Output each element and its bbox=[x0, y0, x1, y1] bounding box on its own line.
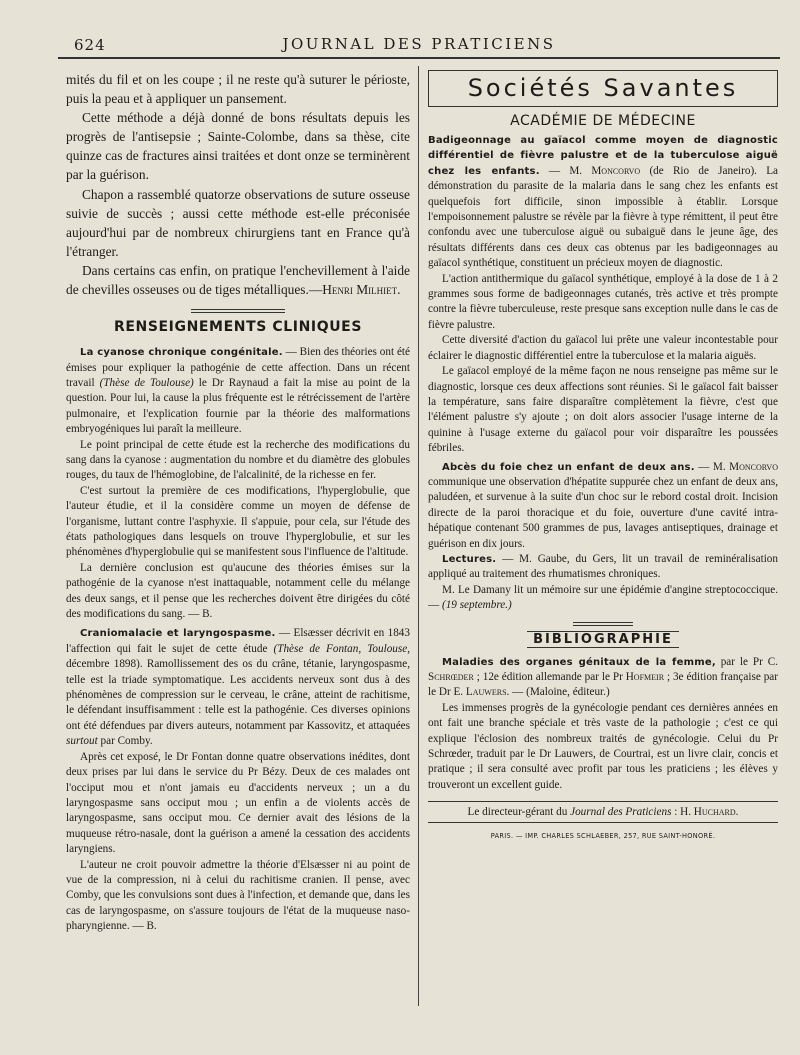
author-name: Lauwers bbox=[465, 686, 507, 699]
article-badigeonnage bbox=[428, 133, 778, 272]
paragraph: Les immenses progrès de la gynécologie pendant ces dernières années en ont fait une branche spéciale et très vaste de la pathologie ; c'est ce qui explique l'éclosion des nombreux traités de gynécologie. Celui du Pr Schrœder, traduit par le Dr Lauwers, de Courtrai, est un livre clair, concis et pratique ; il sera consulté avec profit par tous les praticiens ; les élèves y trouveront un excellent guide. bbox=[428, 701, 778, 791]
page-header bbox=[58, 30, 780, 60]
article-text: communique une observation d'hépatite suppurée chez un enfant de deux ans, paludéen, et survenue à la suite d'un choc sur le rebord costal droit. Incision directe de la paroi thoracique et du foie, ouverture d'une cavité intra-hépatique contenant 500 grammes de pus, lavages antiseptiques, drainage et guérison en dix jours. bbox=[428, 475, 778, 550]
article-text: — Elsæsser décrivit en 1843 l'affection qui fait le sujet de cette étude bbox=[66, 627, 410, 655]
article-title: La cyanose chronique congénitale. bbox=[80, 347, 283, 359]
article-bibliographie bbox=[428, 655, 778, 701]
article-lectures bbox=[428, 552, 778, 583]
article-text: M. Le Damany lit un mémoire sur une épidémie d'angine streptococcique. — bbox=[428, 583, 778, 612]
paragraph: C'est surtout la première de ces modifications, l'hyperglobulie, que l'auteur étudie, et il la considère comme un moyen de défense de l'organisme, luttant contre l'asphyxie. Il s'appuie, pour cela, sur l'étude des états pathologiques dans lesquels on trouve l'hyperglobulie, et sur les phénomènes d'hyperglobulie qui se manifestent sous l'influence de l'altitude. bbox=[66, 484, 410, 559]
article-title: Badigeonnage au gaïacol comme moyen de diagnostic différentiel de fièvre palustre et de la tuberculose aiguë chez les enfants. bbox=[428, 135, 778, 177]
paragraph: Le gaïacol employé de la même façon ne nous renseigne pas même sur le diagnostic, lorsque ces deux affections sont réunies. Si le gaïacol fait baisser la température, sans faire disparaître complètement la fièvre, c'est que l'élément palustre s'y ajoute ; on doit alors associer l'usage interne de la quinine à l'usage externe du gaïacol pour voir disparaître les poussées fébriles. bbox=[428, 365, 778, 455]
paragraph: Le point principal de cette étude est la recherche des modifications du sang dans la cyanose : augmentation du nombre et du diamètre des globules rouges, du taux de l'hémoglobine, de l'alcalinité, de la richesse en fer. bbox=[66, 438, 410, 482]
section-heading-societes: Sociétés Savantes bbox=[428, 70, 778, 107]
book-title: Maladies des organes génitaux de la femme, bbox=[442, 656, 716, 668]
paragraph: L'action antithermique du gaïacol synthétique, employé à la dose de 1 à 2 grammes sous forme de badigeonnages cutanés, très active et très prompte contre la fièvre tuberculeuse, reste presque sans exception nulle dans le cas de fièvre palustre. bbox=[428, 272, 778, 331]
paragraph bbox=[428, 583, 778, 614]
article-text: par Comby. bbox=[97, 735, 153, 748]
article-text: ; 12e édition allemande par le Pr bbox=[473, 671, 626, 683]
article-text: par le Pr C. bbox=[715, 655, 778, 668]
section-heading-bibliographie bbox=[428, 632, 778, 647]
article-text: — M. bbox=[539, 164, 592, 177]
paragraph bbox=[66, 261, 410, 299]
paragraph: Après cet exposé, le Dr Fontan donne quatre observations inédites, dont deux prises par lui dans le service du Pr Bézy. Deux de ces malades ont l'occiput mou et n'ont jamais eu d'accidents nerveux ; un a du laryngospasme sans occiput mou ; un enfin a de violents accès de laryngospasme, sans occiput mou. Ce dernier avait des lésions de la muqueuse rétro-nasale, dont la guérison a amené la cessation des accidents laryngiens. bbox=[66, 750, 410, 856]
article-craniomalacie bbox=[66, 626, 410, 749]
section-separator bbox=[573, 622, 633, 626]
paragraph: Cette diversité d'action du gaïacol lui prête une valeur incontestable pour éclairer le diagnostic différentiel entre la tuberculose et la malaria aiguës. bbox=[428, 334, 778, 362]
article-abces bbox=[428, 460, 778, 552]
article-title: Craniomalacie et laryngospasme. bbox=[80, 628, 276, 640]
paragraph: La dernière conclusion est qu'aucune des théories émises sur la pathogénie de la cyanose n'est inattaquable, notamment celle du mélange des deux sangs, et il pense que les recherches doivent être dirigées du côté des modifications du sang. — B. bbox=[66, 561, 410, 621]
page-number: 624 bbox=[74, 36, 106, 54]
article-text: — M. Gaube, du Gers, lit un travail de reminéralisation appliqué au traitement des rhumatismes chroniques. bbox=[428, 552, 778, 581]
article-text: — M. bbox=[694, 460, 730, 473]
author-name: Moncorvo bbox=[591, 164, 641, 177]
gerant-text: Le directeur-gérant du bbox=[467, 806, 571, 819]
bibliographie-label: BIBLIOGRAPHIE bbox=[527, 631, 679, 648]
subheading-academie: ACADÉMIE DE MÉDECINE bbox=[510, 113, 696, 129]
header-rule bbox=[58, 57, 780, 59]
article-text: ; 3e édition française par le Dr E. bbox=[428, 671, 778, 699]
journal-name: Journal des Praticiens bbox=[570, 806, 672, 819]
column-divider bbox=[418, 66, 420, 1006]
paragraph-text: Dans certains cas enfin, on pratique l'enchevillement à l'aide de chevilles osseuses ou de tiges métalliques.— bbox=[66, 262, 410, 298]
directeur-gerant-line bbox=[428, 801, 778, 823]
article-cyanose bbox=[66, 345, 410, 437]
gerant-text: . bbox=[735, 806, 739, 819]
gerant-text: : H. bbox=[671, 806, 694, 819]
section-separator bbox=[191, 309, 285, 313]
thesis-reference: (Thèse de Fontan, Toulouse bbox=[273, 642, 408, 655]
paragraph: Cette méthode a déjà donné de bons résultats depuis les progrès de l'antisepsie ; Sainte-Colombe, dans sa thèse, cite quinze cas de fractures ainsi traitées et dont onze se terminèrent par la guérison. bbox=[66, 110, 410, 183]
thesis-reference: (Thèse de Toulouse) bbox=[99, 376, 194, 389]
article-text: , décembre 1898). Ramollissement des os du crâne, tétanie, laryngospasme, telle est la triade symptomatique. Les accidents nerveux sont dus à des phénomènes de compression sur le cerveau, le crâne, atteint de rachitisme, le défendant insuffisamment : telle est la pathogénie. Ces diverses opinions ont été défendues par divers auteurs, notamment par Kassovitz, et attaquées bbox=[66, 642, 410, 732]
article-text: (de Rio de Janeiro). La démonstration du parasite de la malaria dans le sang chez les enfants est quelquefois fort difficile, sinon impossible à établir. Lorsque l'empoisonnement palustre se révèle par la fièvre à type rémittent, il peut être confondu avec une tuberculose aiguë ou subaiguë dans le jeune âge, des résultats différents dans ces deux cas obtenus par les badigeonnages au gaïacol synthétique, constituent un précieux moyen de diagnostic. bbox=[428, 164, 778, 270]
author-name: Moncorvo bbox=[729, 460, 778, 473]
gerant-name: Huchard bbox=[693, 806, 736, 819]
author-signature: Henri Milhiet. bbox=[322, 282, 401, 298]
article-title: Lectures. bbox=[442, 553, 497, 565]
right-column bbox=[428, 70, 778, 840]
article-text: — Bien des théories ont été émises pour expliquer la pathogénie de cette affection. Dans un récent travail bbox=[66, 346, 410, 389]
article-title: Abcès du foie chez un enfant de deux ans. bbox=[442, 461, 695, 473]
article-text: . — (Maloine, éditeur.) bbox=[506, 686, 610, 699]
printer-imprint: PARIS. — IMP. CHARLES SCHLAEBER, 257, RUE SAINT-HONORÉ. bbox=[490, 832, 716, 841]
author-name: Hofmeir bbox=[625, 671, 665, 683]
journal-title: JOURNAL DES PRATICIENS bbox=[282, 35, 556, 53]
paragraph: L'auteur ne croit pouvoir admettre la théorie d'Elsæsser ni au point de vue de la compression, ni à celui du rachitisme cranien. Il pense, avec Comby, que les convulsions sont dues à l'infection, et demande que, dans les cas de laryngospasme, on s'assure toujours de l'état de la muqueuse naso-pharyngienne. — B. bbox=[66, 858, 410, 933]
session-date: (19 septembre.) bbox=[441, 599, 512, 612]
paragraph: Chapon a rassemblé quatorze observations de suture osseuse suivie de succès ; aussi cette méthode est-elle préconisée aujourd'hui par de nombreux chirurgiens tant en France qu'à l'étranger. bbox=[66, 186, 410, 259]
article-text: le Dr Raynaud a fait la mise au point de la question. Pour lui, la cause la plus fréquente est le rétrécissement de l'artère pulmonaire, et l'explication fournie par la théorie des malformations embryogéniques lui paraît la meilleure. bbox=[66, 376, 410, 436]
author-name: Schrœder bbox=[428, 671, 474, 683]
section-heading-renseignements: RENSEIGNEMENTS CLINIQUES bbox=[113, 319, 363, 336]
emphasis: surtout bbox=[66, 735, 98, 748]
left-column bbox=[66, 70, 410, 935]
paragraph: mités du fil et on les coupe ; il ne reste qu'à suturer le périoste, puis la peau et à appliquer un pansement. bbox=[66, 72, 410, 107]
